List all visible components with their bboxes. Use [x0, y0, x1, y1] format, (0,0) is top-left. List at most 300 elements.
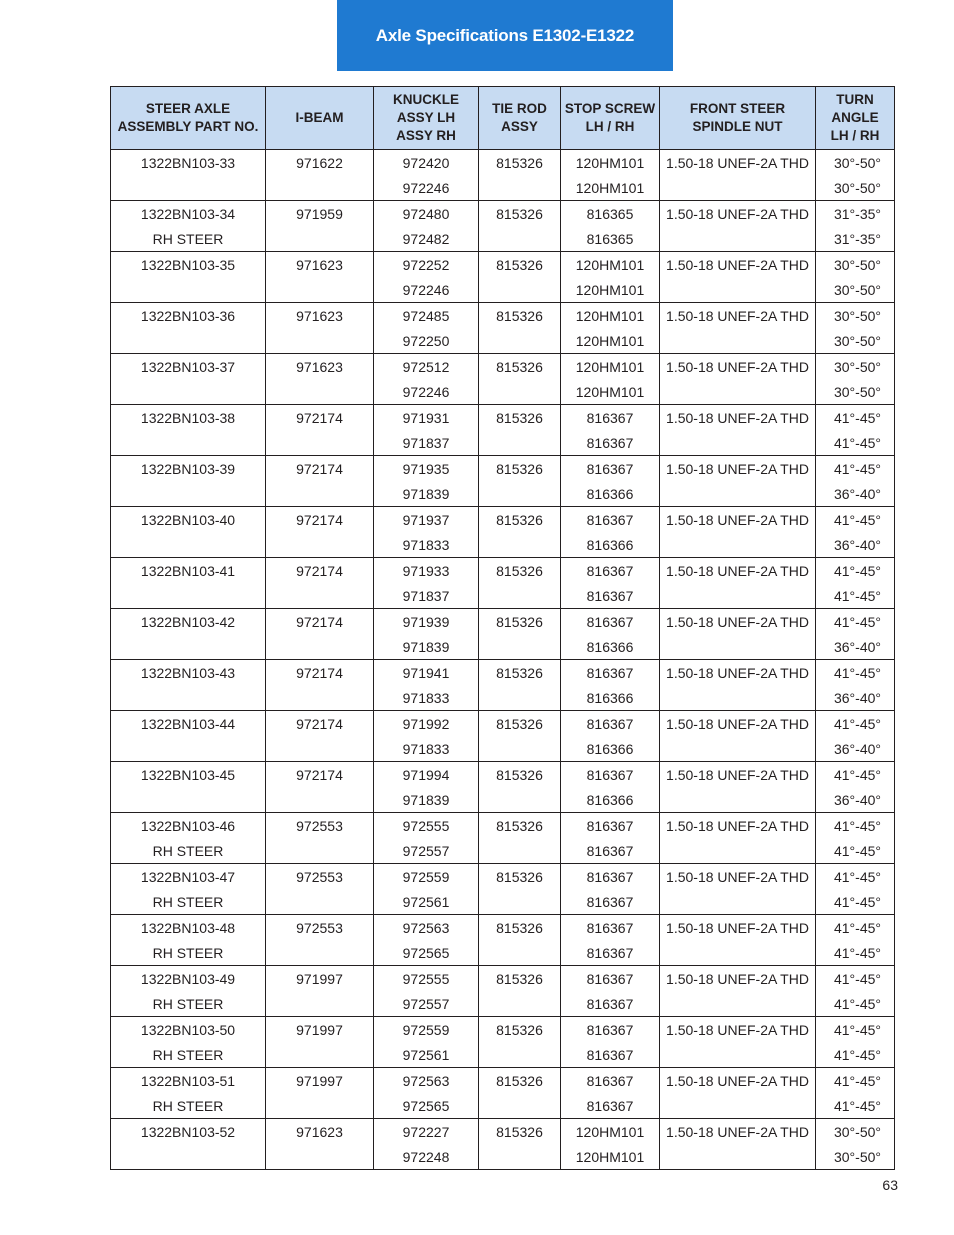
table-row: [111, 915, 895, 941]
knuckle-lh-cell: 971939: [374, 609, 479, 635]
stop-screw-lh-cell: 816367: [561, 660, 660, 686]
i-beam-cell: 971622: [266, 150, 374, 176]
stop-screw-rh-cell: 816366: [561, 634, 660, 660]
turn-angle-rh-cell: 36°-40°: [816, 532, 895, 558]
stop-screw-rh-cell: 120HM101: [561, 277, 660, 303]
turn-angle-lh-cell: 41°-45°: [816, 1017, 895, 1043]
i-beam-cell: 971623: [266, 252, 374, 278]
header-line: STOP SCREW: [564, 101, 656, 116]
spindle-nut-cell: 1.50-18 UNEF-2A THD: [660, 303, 816, 329]
tie-rod-cell: 815326: [479, 507, 561, 533]
turn-angle-lh-cell: 31°-35°: [816, 201, 895, 227]
stop-screw-lh-cell: 120HM101: [561, 252, 660, 278]
turn-angle-rh-cell: 41°-45°: [816, 430, 895, 456]
turn-angle-lh-cell: 30°-50°: [816, 303, 895, 329]
spindle-nut-cell: [660, 1144, 816, 1170]
part-number-cell: 1322BN103-43: [111, 660, 266, 686]
spindle-nut-cell: 1.50-18 UNEF-2A THD: [660, 150, 816, 176]
knuckle-lh-cell: 971994: [374, 762, 479, 788]
knuckle-lh-cell: 972420: [374, 150, 479, 176]
table-row: [111, 940, 895, 966]
knuckle-rh-cell: 972565: [374, 1093, 479, 1119]
stop-screw-lh-cell: 816367: [561, 1017, 660, 1043]
i-beam-cell: [266, 277, 374, 303]
spindle-nut-cell: 1.50-18 UNEF-2A THD: [660, 711, 816, 737]
part-number-cell: 1322BN103-38: [111, 405, 266, 431]
i-beam-cell: 971623: [266, 303, 374, 329]
i-beam-cell: 972174: [266, 405, 374, 431]
tie-rod-cell: [479, 889, 561, 915]
stop-screw-lh-cell: 816367: [561, 813, 660, 839]
turn-angle-rh-cell: 41°-45°: [816, 1042, 895, 1068]
knuckle-rh-cell: 972565: [374, 940, 479, 966]
turn-angle-rh-cell: 30°-50°: [816, 1144, 895, 1170]
spindle-nut-cell: 1.50-18 UNEF-2A THD: [660, 354, 816, 380]
header-line: STEER AXLE: [145, 101, 231, 116]
steer-note-cell: [111, 736, 266, 762]
tie-rod-cell: 815326: [479, 660, 561, 686]
stop-screw-rh-cell: 816366: [561, 787, 660, 813]
table-row: [111, 379, 895, 405]
table-row: [111, 277, 895, 303]
table-row: [111, 558, 895, 584]
table-row: [111, 456, 895, 482]
stop-screw-rh-cell: 816367: [561, 1093, 660, 1119]
table-row: [111, 660, 895, 686]
turn-angle-lh-cell: 30°-50°: [816, 252, 895, 278]
turn-angle-lh-cell: 41°-45°: [816, 966, 895, 992]
i-beam-cell: 972553: [266, 864, 374, 890]
turn-angle-lh-cell: 41°-45°: [816, 711, 895, 737]
stop-screw-lh-cell: 816367: [561, 1068, 660, 1094]
knuckle-lh-cell: 972563: [374, 915, 479, 941]
i-beam-cell: 972174: [266, 711, 374, 737]
knuckle-lh-cell: 971992: [374, 711, 479, 737]
tie-rod-cell: 815326: [479, 864, 561, 890]
i-beam-cell: 971959: [266, 201, 374, 227]
turn-angle-rh-cell: 41°-45°: [816, 940, 895, 966]
knuckle-lh-cell: 972555: [374, 966, 479, 992]
part-number-cell: 1322BN103-37: [111, 354, 266, 380]
stop-screw-rh-cell: 120HM101: [561, 175, 660, 201]
stop-screw-lh-cell: 816367: [561, 405, 660, 431]
table-row: [111, 303, 895, 329]
knuckle-lh-cell: 972512: [374, 354, 479, 380]
part-number-cell: 1322BN103-50: [111, 1017, 266, 1043]
i-beam-cell: 971997: [266, 966, 374, 992]
turn-angle-rh-cell: 41°-45°: [816, 991, 895, 1017]
stop-screw-rh-cell: 816367: [561, 991, 660, 1017]
table-row: [111, 507, 895, 533]
tie-rod-cell: 815326: [479, 201, 561, 227]
table-row: [111, 685, 895, 711]
steer-note-cell: [111, 379, 266, 405]
steer-note-cell: RH STEER: [111, 991, 266, 1017]
i-beam-cell: [266, 379, 374, 405]
knuckle-lh-cell: 971933: [374, 558, 479, 584]
stop-screw-rh-cell: 120HM101: [561, 1144, 660, 1170]
knuckle-rh-cell: 972246: [374, 277, 479, 303]
steer-note-cell: [111, 175, 266, 201]
knuckle-rh-cell: 972561: [374, 889, 479, 915]
turn-angle-rh-cell: 36°-40°: [816, 736, 895, 762]
turn-angle-rh-cell: 30°-50°: [816, 175, 895, 201]
knuckle-lh-cell: 972227: [374, 1119, 479, 1145]
tie-rod-cell: 815326: [479, 1017, 561, 1043]
spindle-nut-cell: [660, 1093, 816, 1119]
stop-screw-lh-cell: 816367: [561, 558, 660, 584]
i-beam-cell: 971997: [266, 1017, 374, 1043]
turn-angle-rh-cell: 41°-45°: [816, 838, 895, 864]
i-beam-cell: [266, 1042, 374, 1068]
stop-screw-rh-cell: 816366: [561, 685, 660, 711]
part-number-cell: 1322BN103-52: [111, 1119, 266, 1145]
knuckle-rh-cell: 972246: [374, 175, 479, 201]
knuckle-rh-cell: 971839: [374, 634, 479, 660]
tie-rod-cell: 815326: [479, 252, 561, 278]
table-row: [111, 532, 895, 558]
steer-note-cell: [111, 532, 266, 558]
stop-screw-lh-cell: 816367: [561, 966, 660, 992]
i-beam-cell: 972174: [266, 456, 374, 482]
stop-screw-lh-cell: 816367: [561, 762, 660, 788]
turn-angle-lh-cell: 41°-45°: [816, 456, 895, 482]
tie-rod-cell: [479, 379, 561, 405]
knuckle-rh-cell: 972248: [374, 1144, 479, 1170]
table-row: [111, 1093, 895, 1119]
i-beam-cell: [266, 1093, 374, 1119]
spindle-nut-cell: [660, 430, 816, 456]
table-body: [111, 150, 895, 1170]
tie-rod-cell: 815326: [479, 1068, 561, 1094]
spindle-nut-cell: [660, 634, 816, 660]
stop-screw-rh-cell: 120HM101: [561, 328, 660, 354]
turn-angle-lh-cell: 30°-50°: [816, 150, 895, 176]
steer-note-cell: RH STEER: [111, 940, 266, 966]
stop-screw-rh-cell: 816365: [561, 226, 660, 252]
table-row: [111, 1042, 895, 1068]
i-beam-cell: [266, 889, 374, 915]
spindle-nut-cell: [660, 175, 816, 201]
table-row: [111, 354, 895, 380]
i-beam-cell: [266, 1144, 374, 1170]
steer-note-cell: RH STEER: [111, 1042, 266, 1068]
knuckle-lh-cell: 972559: [374, 864, 479, 890]
i-beam-cell: [266, 991, 374, 1017]
tie-rod-cell: 815326: [479, 609, 561, 635]
i-beam-cell: 971623: [266, 354, 374, 380]
knuckle-rh-cell: 972561: [374, 1042, 479, 1068]
turn-angle-lh-cell: 41°-45°: [816, 660, 895, 686]
stop-screw-rh-cell: 816367: [561, 889, 660, 915]
table-row: [111, 583, 895, 609]
knuckle-lh-cell: 972252: [374, 252, 479, 278]
tie-rod-cell: 815326: [479, 915, 561, 941]
turn-angle-rh-cell: 41°-45°: [816, 583, 895, 609]
tie-rod-cell: 815326: [479, 813, 561, 839]
stop-screw-lh-cell: 120HM101: [561, 303, 660, 329]
turn-angle-lh-cell: 41°-45°: [816, 762, 895, 788]
knuckle-lh-cell: 972559: [374, 1017, 479, 1043]
header-line: SPINDLE NUT: [692, 119, 783, 134]
part-number-cell: 1322BN103-46: [111, 813, 266, 839]
tie-rod-cell: 815326: [479, 558, 561, 584]
i-beam-cell: 972174: [266, 762, 374, 788]
table-row: [111, 864, 895, 890]
part-number-cell: 1322BN103-39: [111, 456, 266, 482]
i-beam-cell: [266, 838, 374, 864]
tie-rod-cell: [479, 838, 561, 864]
header-tie-rod: [479, 87, 561, 150]
tie-rod-cell: 815326: [479, 966, 561, 992]
header-line: FRONT STEER: [689, 101, 786, 116]
stop-screw-lh-cell: 816365: [561, 201, 660, 227]
table-row: [111, 634, 895, 660]
header-line: LH / RH: [830, 128, 880, 143]
tie-rod-cell: 815326: [479, 150, 561, 176]
spindle-nut-cell: 1.50-18 UNEF-2A THD: [660, 1068, 816, 1094]
spindle-nut-cell: [660, 226, 816, 252]
steer-note-cell: [111, 1144, 266, 1170]
spindle-nut-cell: [660, 685, 816, 711]
knuckle-lh-cell: 972480: [374, 201, 479, 227]
table-row: [111, 762, 895, 788]
table-row: [111, 201, 895, 227]
spindle-nut-cell: 1.50-18 UNEF-2A THD: [660, 558, 816, 584]
part-number-cell: 1322BN103-45: [111, 762, 266, 788]
turn-angle-rh-cell: 41°-45°: [816, 1093, 895, 1119]
tie-rod-cell: [479, 1042, 561, 1068]
table-row: [111, 1017, 895, 1043]
steer-note-cell: RH STEER: [111, 889, 266, 915]
knuckle-rh-cell: 971837: [374, 583, 479, 609]
i-beam-cell: [266, 226, 374, 252]
turn-angle-lh-cell: 41°-45°: [816, 558, 895, 584]
spindle-nut-cell: 1.50-18 UNEF-2A THD: [660, 405, 816, 431]
steer-note-cell: RH STEER: [111, 226, 266, 252]
stop-screw-rh-cell: 816366: [561, 736, 660, 762]
part-number-cell: 1322BN103-36: [111, 303, 266, 329]
table-row: [111, 711, 895, 737]
knuckle-rh-cell: 971839: [374, 787, 479, 813]
steer-note-cell: [111, 481, 266, 507]
knuckle-rh-cell: 972557: [374, 838, 479, 864]
table-row: [111, 175, 895, 201]
part-number-cell: 1322BN103-34: [111, 201, 266, 227]
table-row: [111, 991, 895, 1017]
header-spindle-nut: [660, 87, 816, 150]
spindle-nut-cell: 1.50-18 UNEF-2A THD: [660, 456, 816, 482]
spindle-nut-cell: [660, 1042, 816, 1068]
stop-screw-lh-cell: 120HM101: [561, 1119, 660, 1145]
stop-screw-lh-cell: 816367: [561, 711, 660, 737]
tie-rod-cell: 815326: [479, 456, 561, 482]
knuckle-lh-cell: 971931: [374, 405, 479, 431]
i-beam-cell: [266, 328, 374, 354]
steer-note-cell: [111, 328, 266, 354]
tie-rod-cell: 815326: [479, 405, 561, 431]
turn-angle-rh-cell: 36°-40°: [816, 685, 895, 711]
table-row: [111, 889, 895, 915]
stop-screw-rh-cell: 816367: [561, 583, 660, 609]
spindle-nut-cell: [660, 889, 816, 915]
table-row: [111, 1119, 895, 1145]
knuckle-rh-cell: 972482: [374, 226, 479, 252]
spindle-nut-cell: [660, 277, 816, 303]
turn-angle-lh-cell: 41°-45°: [816, 915, 895, 941]
table-row: [111, 966, 895, 992]
i-beam-cell: [266, 532, 374, 558]
tie-rod-cell: [479, 940, 561, 966]
i-beam-cell: [266, 481, 374, 507]
spindle-nut-cell: [660, 379, 816, 405]
stop-screw-rh-cell: 816366: [561, 481, 660, 507]
turn-angle-lh-cell: 30°-50°: [816, 1119, 895, 1145]
knuckle-lh-cell: 971935: [374, 456, 479, 482]
part-number-cell: 1322BN103-48: [111, 915, 266, 941]
knuckle-rh-cell: 971839: [374, 481, 479, 507]
spindle-nut-cell: 1.50-18 UNEF-2A THD: [660, 915, 816, 941]
turn-angle-lh-cell: 41°-45°: [816, 1068, 895, 1094]
spindle-nut-cell: 1.50-18 UNEF-2A THD: [660, 813, 816, 839]
spindle-nut-cell: [660, 838, 816, 864]
stop-screw-lh-cell: 120HM101: [561, 354, 660, 380]
header-line: ANGLE: [831, 110, 879, 125]
i-beam-cell: [266, 685, 374, 711]
turn-angle-lh-cell: 41°-45°: [816, 864, 895, 890]
spindle-nut-cell: [660, 991, 816, 1017]
i-beam-cell: [266, 787, 374, 813]
page-title: Axle Specifications E1302-E1322: [337, 0, 673, 71]
part-number-cell: 1322BN103-51: [111, 1068, 266, 1094]
i-beam-cell: [266, 430, 374, 456]
spindle-nut-cell: [660, 532, 816, 558]
turn-angle-lh-cell: 30°-50°: [816, 354, 895, 380]
tie-rod-cell: [479, 991, 561, 1017]
table-row: [111, 813, 895, 839]
spindle-nut-cell: 1.50-18 UNEF-2A THD: [660, 762, 816, 788]
tie-rod-cell: 815326: [479, 711, 561, 737]
stop-screw-lh-cell: 816367: [561, 609, 660, 635]
tie-rod-cell: 815326: [479, 1119, 561, 1145]
header-i-beam: [266, 87, 374, 150]
stop-screw-lh-cell: 816367: [561, 864, 660, 890]
tie-rod-cell: [479, 736, 561, 762]
i-beam-cell: [266, 175, 374, 201]
part-number-cell: 1322BN103-40: [111, 507, 266, 533]
part-number-cell: 1322BN103-35: [111, 252, 266, 278]
spindle-nut-cell: 1.50-18 UNEF-2A THD: [660, 1119, 816, 1145]
spindle-nut-cell: 1.50-18 UNEF-2A THD: [660, 660, 816, 686]
spindle-nut-cell: 1.50-18 UNEF-2A THD: [660, 1017, 816, 1043]
header-line: ASSEMBLY PART NO.: [117, 119, 259, 134]
turn-angle-rh-cell: 30°-50°: [816, 328, 895, 354]
header-line: KNUCKLE: [393, 92, 459, 107]
table-row: [111, 609, 895, 635]
tie-rod-cell: [479, 532, 561, 558]
header-line: TURN: [836, 92, 874, 107]
table-row: [111, 787, 895, 813]
tie-rod-cell: [479, 481, 561, 507]
i-beam-cell: [266, 940, 374, 966]
tie-rod-cell: [479, 634, 561, 660]
stop-screw-lh-cell: 816367: [561, 456, 660, 482]
tie-rod-cell: [479, 1144, 561, 1170]
spindle-nut-cell: [660, 787, 816, 813]
header-line: I-BEAM: [295, 110, 344, 125]
tie-rod-cell: 815326: [479, 354, 561, 380]
turn-angle-rh-cell: 36°-40°: [816, 481, 895, 507]
stop-screw-rh-cell: 816367: [561, 430, 660, 456]
stop-screw-lh-cell: 816367: [561, 507, 660, 533]
table-row: [111, 226, 895, 252]
spindle-nut-cell: [660, 583, 816, 609]
tie-rod-cell: [479, 328, 561, 354]
knuckle-lh-cell: 972555: [374, 813, 479, 839]
knuckle-rh-cell: 972557: [374, 991, 479, 1017]
part-number-cell: 1322BN103-41: [111, 558, 266, 584]
turn-angle-lh-cell: 41°-45°: [816, 507, 895, 533]
stop-screw-lh-cell: 120HM101: [561, 150, 660, 176]
part-number-cell: 1322BN103-49: [111, 966, 266, 992]
turn-angle-rh-cell: 30°-50°: [816, 379, 895, 405]
page-number: 63: [882, 1177, 898, 1193]
knuckle-rh-cell: 972250: [374, 328, 479, 354]
i-beam-cell: 972174: [266, 660, 374, 686]
table-row: [111, 150, 895, 176]
spindle-nut-cell: 1.50-18 UNEF-2A THD: [660, 201, 816, 227]
i-beam-cell: 972174: [266, 507, 374, 533]
i-beam-cell: 972174: [266, 609, 374, 635]
table-row: [111, 736, 895, 762]
tie-rod-cell: [479, 1093, 561, 1119]
turn-angle-rh-cell: 36°-40°: [816, 634, 895, 660]
tie-rod-cell: [479, 787, 561, 813]
steer-note-cell: [111, 430, 266, 456]
knuckle-lh-cell: 971941: [374, 660, 479, 686]
turn-angle-lh-cell: 41°-45°: [816, 405, 895, 431]
part-number-cell: 1322BN103-33: [111, 150, 266, 176]
header-knuckle: [374, 87, 479, 150]
tie-rod-cell: [479, 277, 561, 303]
header-line: LH / RH: [585, 119, 635, 134]
turn-angle-rh-cell: 41°-45°: [816, 889, 895, 915]
i-beam-cell: 971623: [266, 1119, 374, 1145]
header-line: ASSY LH: [396, 110, 456, 125]
header-stop-screw: [561, 87, 660, 150]
header-part-no: [111, 87, 266, 150]
steer-note-cell: RH STEER: [111, 1093, 266, 1119]
i-beam-cell: 972553: [266, 915, 374, 941]
stop-screw-lh-cell: 816367: [561, 915, 660, 941]
i-beam-cell: 971997: [266, 1068, 374, 1094]
tie-rod-cell: 815326: [479, 303, 561, 329]
turn-angle-lh-cell: 41°-45°: [816, 609, 895, 635]
spindle-nut-cell: 1.50-18 UNEF-2A THD: [660, 507, 816, 533]
stop-screw-rh-cell: 816366: [561, 532, 660, 558]
i-beam-cell: 972174: [266, 558, 374, 584]
steer-note-cell: [111, 634, 266, 660]
turn-angle-rh-cell: 36°-40°: [816, 787, 895, 813]
tie-rod-cell: 815326: [479, 762, 561, 788]
table-row: [111, 1068, 895, 1094]
tie-rod-cell: [479, 583, 561, 609]
header-row: [111, 87, 895, 150]
spindle-nut-cell: 1.50-18 UNEF-2A THD: [660, 609, 816, 635]
header-line: ASSY RH: [396, 128, 456, 143]
tie-rod-cell: [479, 685, 561, 711]
turn-angle-rh-cell: 30°-50°: [816, 277, 895, 303]
